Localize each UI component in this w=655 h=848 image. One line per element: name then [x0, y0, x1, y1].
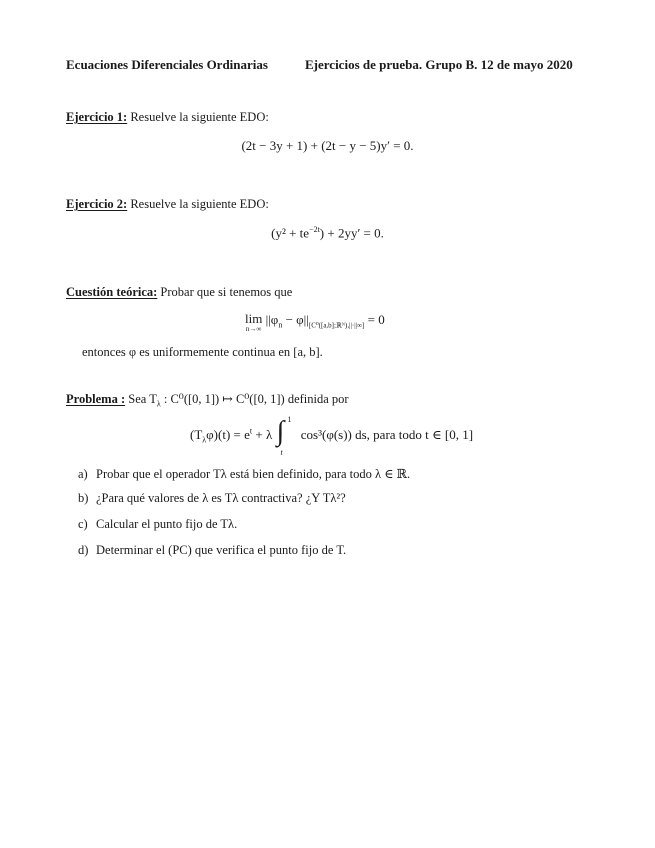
problema-equation — [190, 415, 474, 457]
eq2-exponent: −2t — [309, 225, 320, 234]
ejercicio-1-text: Resuelve la siguiente EDO: — [130, 110, 269, 124]
ejercicio-1 — [66, 110, 269, 125]
header-right: Ejercicios de prueba. Grupo B. 12 de mayo 2020 — [305, 57, 573, 72]
eq2-part-b: ) + 2yy′ = 0. — [319, 225, 384, 241]
problema-item-a — [78, 466, 410, 482]
eq-mid: φ)(t) = e — [206, 427, 250, 443]
cuestion-conclusion: entonces φ es uniformemente continua en [a, b]. — [82, 345, 323, 359]
item-text: Determinar el (PC) que verifica el punto fijo de T. — [96, 543, 347, 557]
item-text: Probar que el operador Tλ está bien definido, para todo λ ∈ ℝ. — [96, 467, 411, 481]
cuestion-text: Probar que si tenemos que — [160, 285, 293, 299]
cuestion-label: Cuestión teórica: — [66, 285, 158, 299]
ejercicio-2-text: Resuelve la siguiente EDO: — [130, 197, 269, 211]
item-label: d) — [78, 543, 89, 557]
eq-sup-t: t — [249, 427, 253, 436]
ejercicio-1-equation: (2t − 3y + 1) + (2t − y − 5)y′ = 0. — [241, 138, 414, 153]
cuestion-teorica — [66, 285, 292, 300]
lim-symbol: lim — [245, 311, 263, 326]
integral-lower: t — [280, 448, 283, 457]
problema-item-b — [78, 491, 346, 506]
norm-equals: = 0 — [364, 312, 385, 327]
ejercicio-1-label: Ejercicio 1: — [66, 110, 128, 124]
eq-left: (T — [190, 427, 203, 443]
integral-upper: 1 — [287, 415, 292, 424]
item-label: b) — [78, 491, 89, 505]
eq2-part-a: (y² + te — [271, 225, 310, 241]
norm-expr: ||φ — [265, 312, 279, 327]
ejercicio-2-equation — [0, 225, 655, 241]
item-text: Calcular el punto fijo de Tλ. — [96, 517, 238, 531]
problema — [66, 391, 349, 409]
item-label: c) — [78, 517, 88, 531]
eq-right: cos³(φ(s)) ds, para todo t ∈ [0, 1] — [300, 427, 474, 443]
header-left: Ecuaciones Diferenciales Ordinarias — [66, 57, 268, 72]
norm-n-sub: n — [278, 320, 283, 330]
problema-item-c — [78, 517, 237, 532]
lim-subscript: n→∞ — [245, 325, 262, 333]
norm-subscript: [C⁰([a,b];ℝᴺ),||·||∞] — [308, 321, 365, 330]
norm-rest: − φ|| — [282, 312, 309, 327]
item-label: a) — [78, 467, 88, 481]
ejercicio-2 — [66, 197, 269, 212]
problema-label: Problema : — [66, 392, 126, 406]
problema-item-d — [78, 543, 346, 558]
integral-symbol: ∫ — [276, 416, 285, 447]
cuestion-limit-formula — [245, 312, 385, 333]
item-text: ¿Para qué valores de λ es Tλ contractiva? ¿Y Tλ²? — [96, 491, 346, 505]
eq-plus: + λ — [252, 427, 273, 443]
problema-intro: Sea $T_\lambda$ : C⁰([0, 1]) ↦ C⁰([0, 1]) definida por — [128, 392, 349, 409]
eq-lambda: λ — [202, 435, 207, 445]
ejercicio-2-label: Ejercicio 2: — [66, 197, 128, 211]
